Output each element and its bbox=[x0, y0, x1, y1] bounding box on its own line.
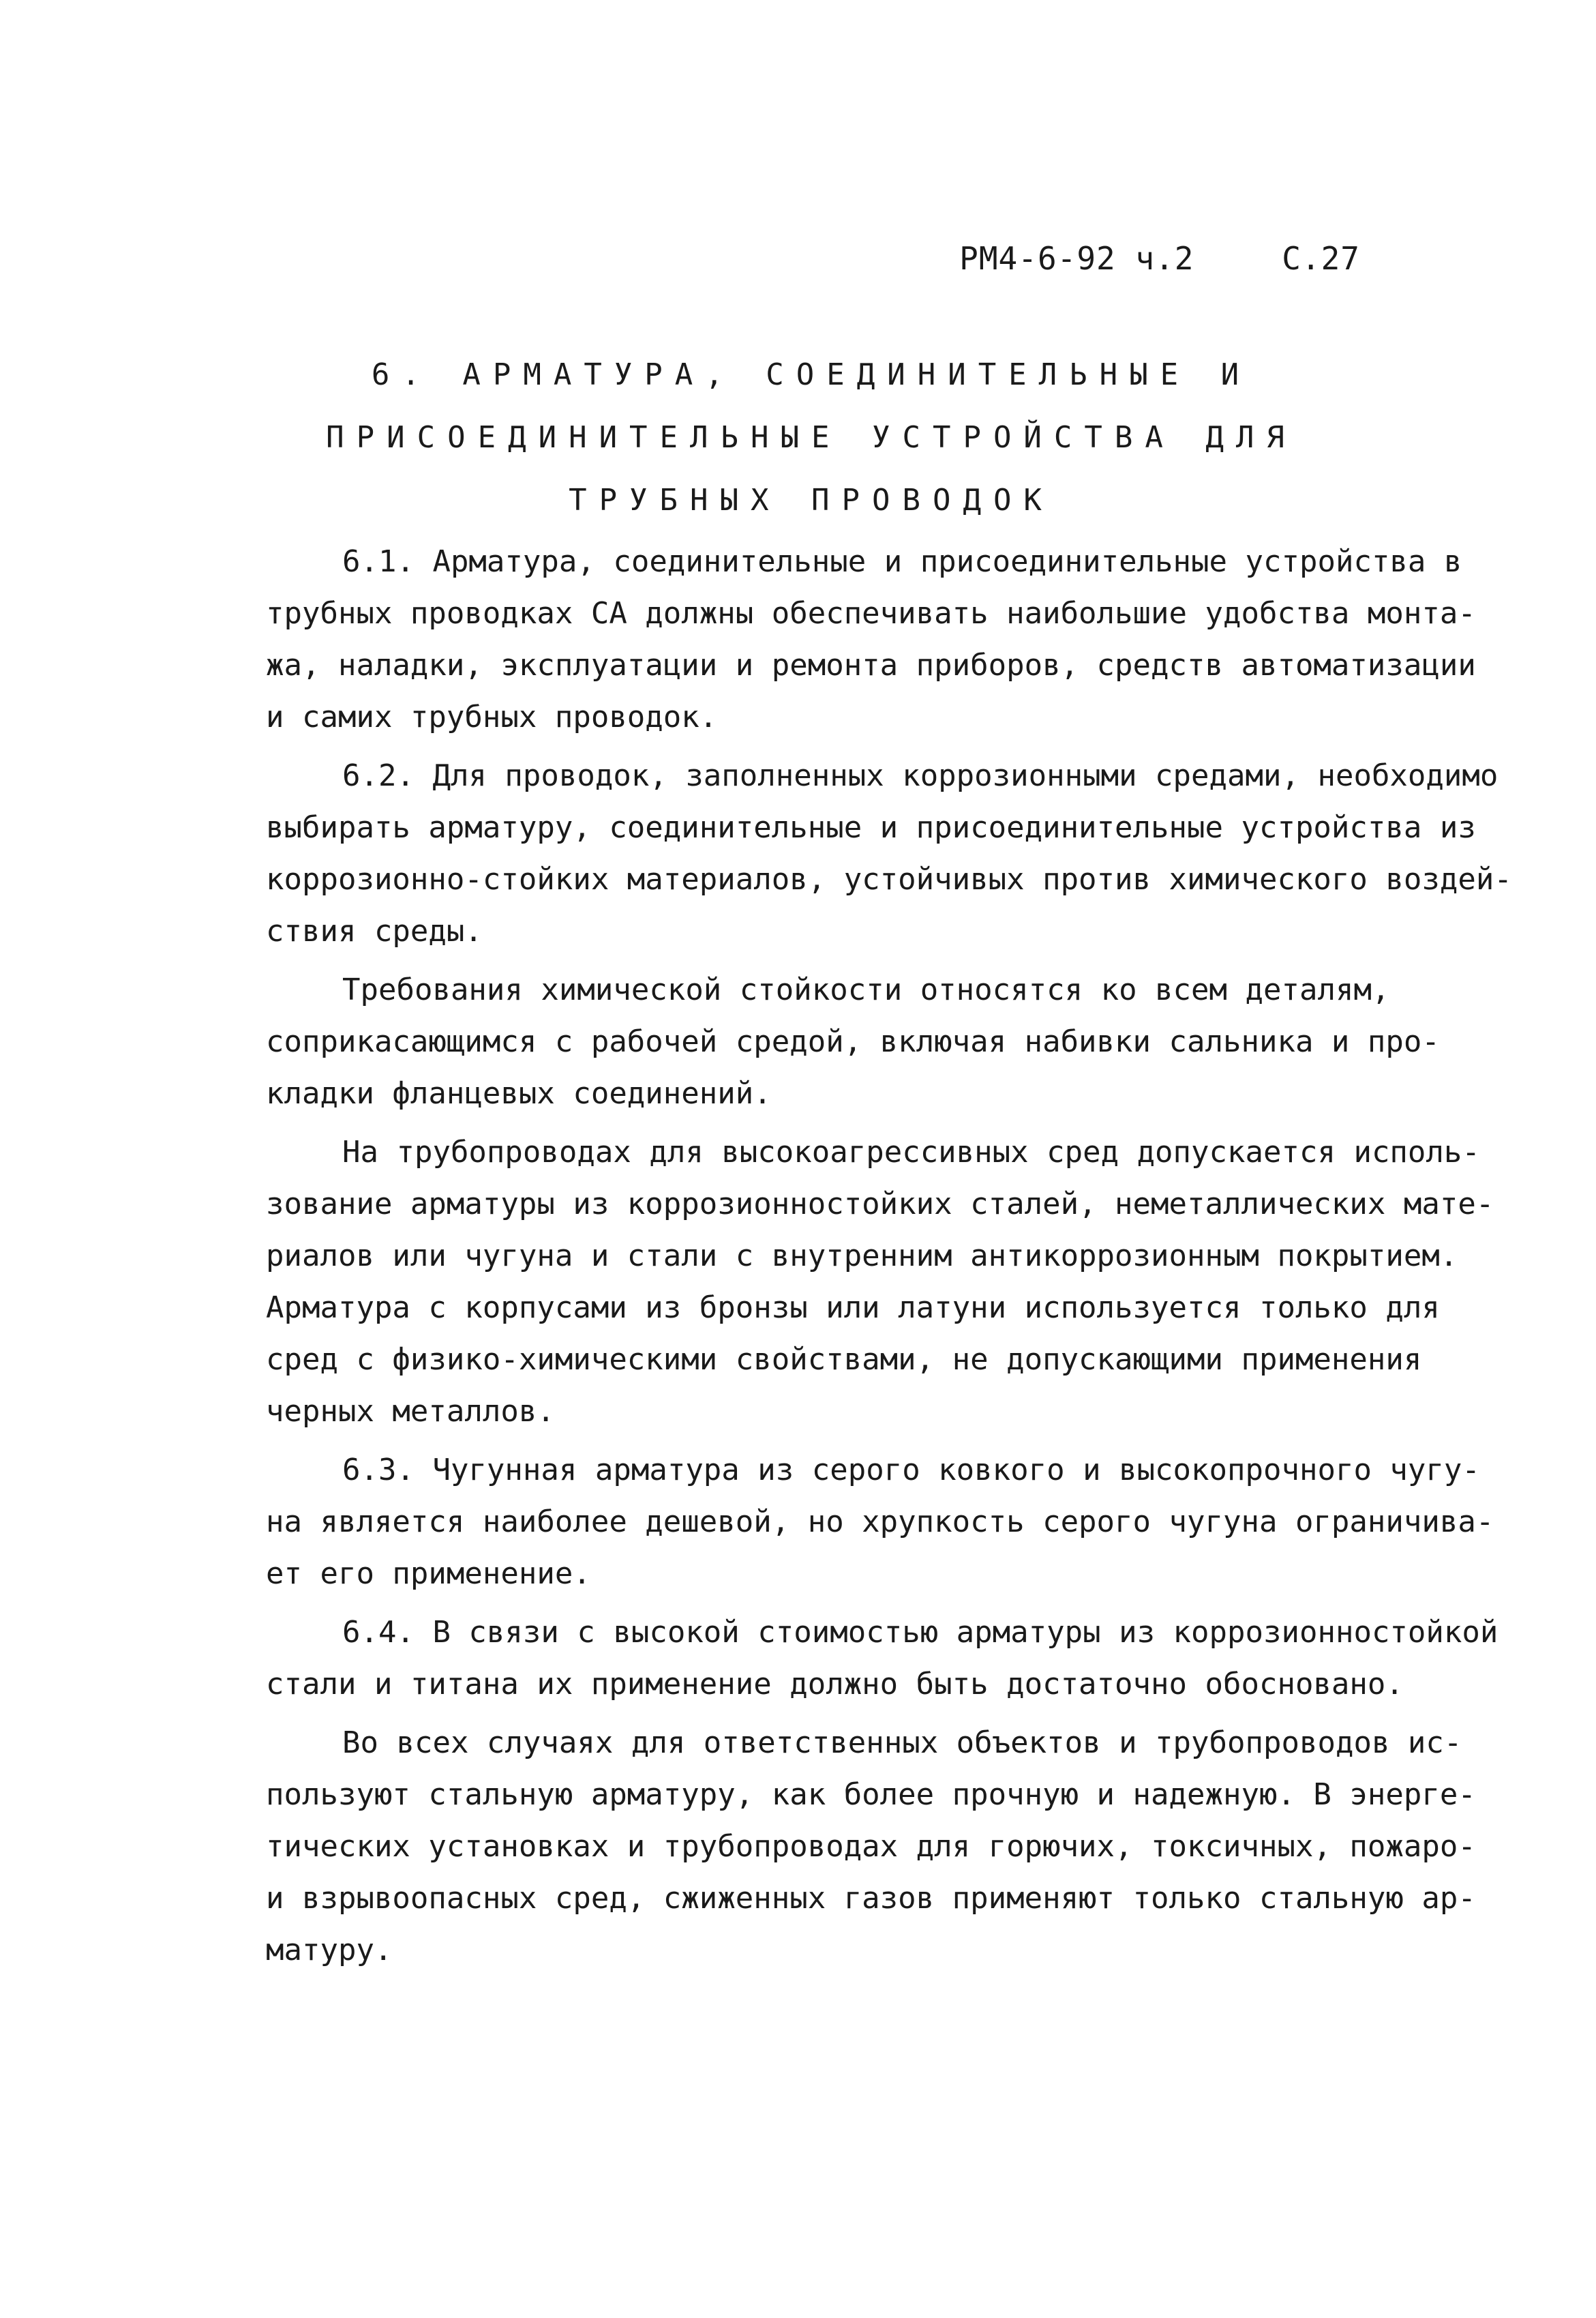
text-line: коррозионно-стойких материалов, устойчивых против химического воздей- bbox=[266, 862, 1512, 897]
text-line: Требования химической стойкости относятся ко всем деталям, bbox=[342, 972, 1390, 1007]
text-line: риалов или чугуна и стали с внутренним антикоррозионным покрытием. bbox=[266, 1238, 1458, 1273]
text-line: ствия среды. bbox=[266, 914, 483, 949]
paragraph-6-4 bbox=[266, 1607, 1499, 1710]
text-line: тических установках и трубопроводах для горючих, токсичных, пожаро- bbox=[266, 1829, 1476, 1864]
document-code: РМ4-6-92 ч.2 bbox=[959, 240, 1194, 277]
page-number: С.27 bbox=[1282, 240, 1360, 277]
section-heading bbox=[266, 344, 1357, 532]
paragraph-6-1 bbox=[266, 536, 1476, 743]
text-line: и самих трубных проводок. bbox=[266, 700, 718, 734]
text-line: матуру. bbox=[266, 1933, 393, 1967]
heading-line: 6. АРМАТУРА, СОЕДИНИТЕЛЬНЫЕ И bbox=[371, 357, 1252, 392]
paragraph-6-3 bbox=[266, 1444, 1494, 1600]
paragraph-chemical-resistance bbox=[266, 964, 1440, 1120]
text-line: 6.2. Для проводок, заполненных коррозионными средами, необходимо bbox=[342, 758, 1499, 793]
paragraph-6-2 bbox=[266, 750, 1512, 957]
text-line: стали и титана их применение должно быть достаточно обосновано. bbox=[266, 1667, 1404, 1702]
running-header bbox=[959, 240, 1360, 277]
text-line: соприкасающимся с рабочей средой, включая набивки сальника и про- bbox=[266, 1024, 1440, 1059]
text-line: и взрывоопасных сред, сжиженных газов применяют только стальную ар- bbox=[266, 1881, 1476, 1916]
text-line: на является наиболее дешевой, но хрупкость серого чугуна ограничива- bbox=[266, 1504, 1494, 1539]
text-line: выбирать арматуру, соединительные и присоединительные устройства из bbox=[266, 810, 1476, 845]
text-line: 6.3. Чугунная арматура из серого ковкого и высокопрочного чугу- bbox=[342, 1453, 1480, 1487]
text-line: ет его применение. bbox=[266, 1556, 591, 1591]
text-line: черных металлов. bbox=[266, 1394, 555, 1429]
text-line: 6.1. Арматура, соединительные и присоединительные устройства в bbox=[342, 544, 1462, 579]
text-line: 6.4. В связи с высокой стоимостью арматуры из коррозионностойкой bbox=[342, 1615, 1499, 1650]
text-line: сред с физико-химическими свойствами, не допускающими применения bbox=[266, 1342, 1422, 1377]
heading-line: ТРУБНЫХ ПРОВОДОК bbox=[569, 483, 1054, 518]
text-line: зование арматуры из коррозионностойких сталей, неметаллических мате- bbox=[266, 1187, 1494, 1221]
text-line: пользуют стальную арматуру, как более прочную и надежную. В энерге- bbox=[266, 1777, 1476, 1812]
heading-line: ПРИСОЕДИНИТЕЛЬНЫЕ УСТРОЙСТВА ДЛЯ bbox=[326, 420, 1297, 455]
paragraph-aggressive-media bbox=[266, 1127, 1494, 1438]
text-line: трубных проводках СА должны обеспечивать наибольшие удобства монта- bbox=[266, 596, 1476, 631]
text-line: На трубопроводах для высокоагрессивных сред допускается исполь- bbox=[342, 1135, 1480, 1170]
text-line: жа, наладки, эксплуатации и ремонта приборов, средств автоматизации bbox=[266, 648, 1476, 683]
body-text bbox=[266, 536, 1512, 1976]
text-line: Во всех случаях для ответственных объектов и трубопроводов ис- bbox=[342, 1725, 1462, 1760]
text-line: кладки фланцевых соединений. bbox=[266, 1076, 772, 1111]
paragraph-steel-fittings bbox=[266, 1717, 1476, 1976]
text-line: Арматура с корпусами из бронзы или латуни используется только для bbox=[266, 1290, 1440, 1325]
